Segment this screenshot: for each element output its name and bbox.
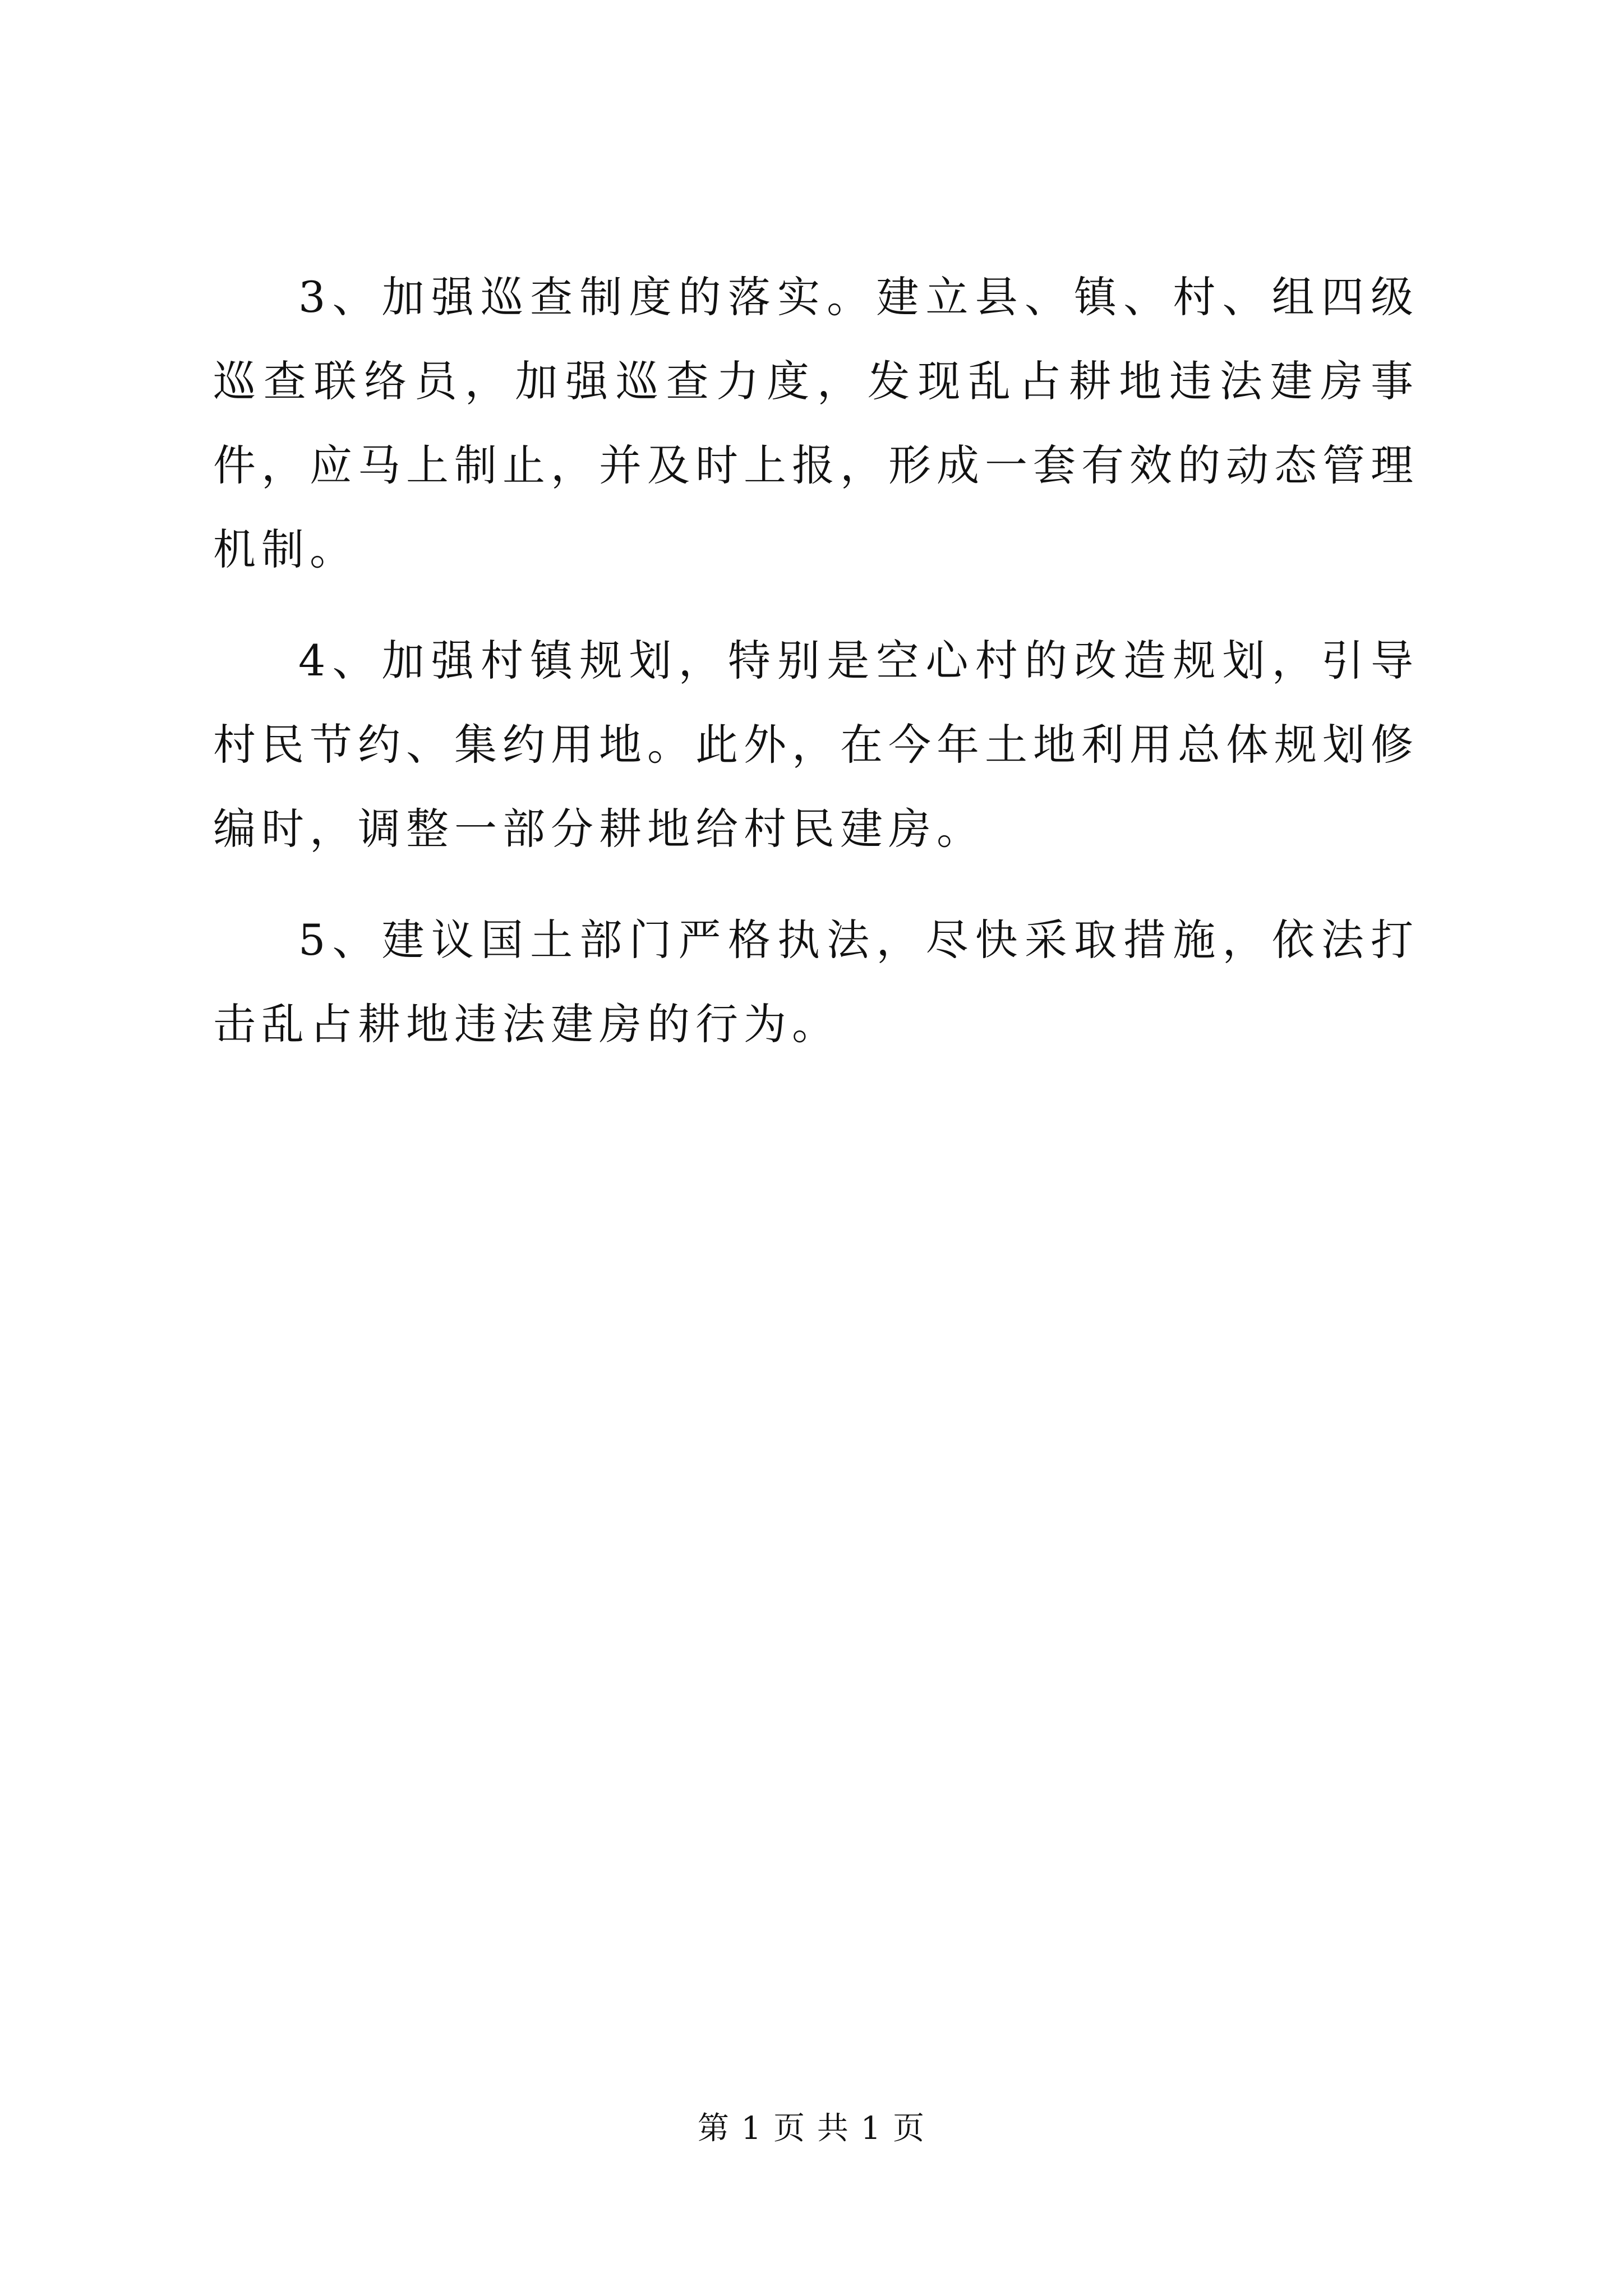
paragraph-3: 3、加强巡查制度的落实。建立县、镇、村、组四级巡查联络员，加强巡查力度，发现乱占耕地违法建房事件，应马上制止，并及时上报，形成一套有效的动态管理机制。 [213,272,1419,574]
paragraph-4: 4、加强村镇规划，特别是空心村的改造规划，引导村民节约、集约用地。此外，在今年土地利用总体规划修编时，调整一部分耕地给村民建房。 [213,636,1419,854]
paragraph-5: 5、建议国土部门严格执法，尽快采取措施，依法打击乱占耕地违法建房的行为。 [213,915,1419,1049]
page-number-label: 第 1 页 共 1 页 [697,2110,926,2147]
document-body [213,255,1419,1093]
page-footer [0,2106,1623,2151]
